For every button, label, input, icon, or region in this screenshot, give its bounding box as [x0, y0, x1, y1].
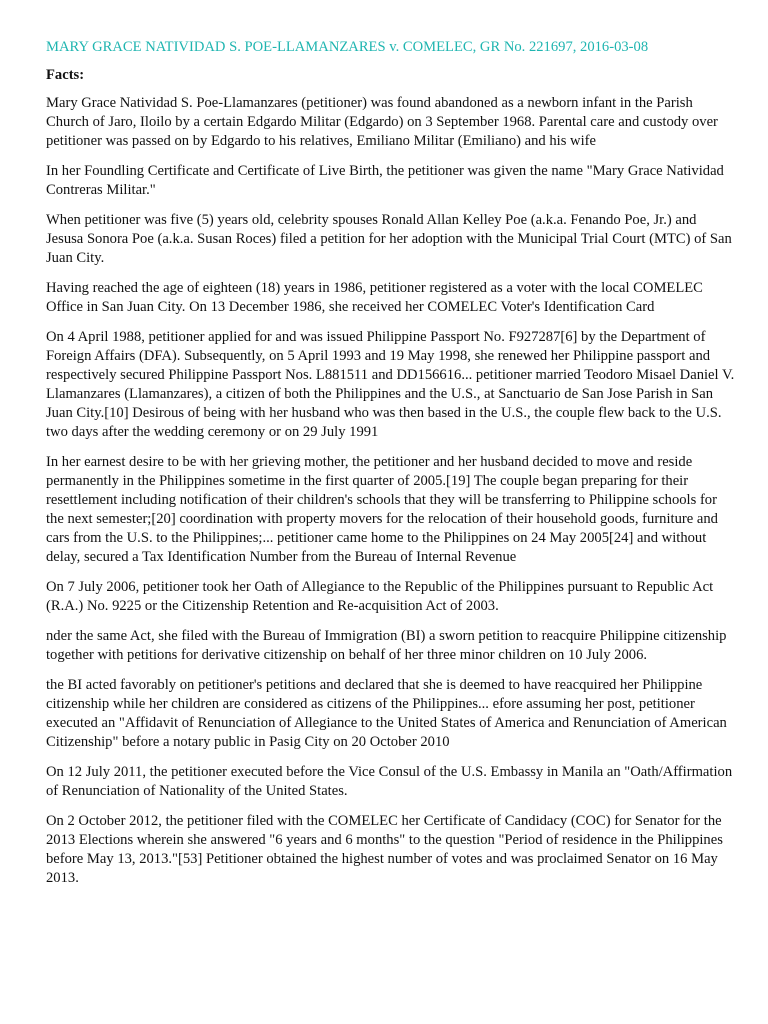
case-title: MARY GRACE NATIVIDAD S. POE-LLAMANZARES v. COMELEC, GR No. 221697, 2016-03-08	[46, 39, 649, 55]
facts-heading: Facts:	[46, 67, 85, 83]
paragraph-candidacy: On 2 October 2012, the petitioner filed with the COMELEC her Certificate of Candidacy (COC) for Senator for the 2013 Elections wherein she answered "6 years and 6 months" to the question "Period of residence in the Philippines before May 13, 2013."[53] Petitioner obtained the highest number of votes and was proclaimed Senator on 16 May 2013.	[46, 813, 723, 886]
paragraph-passport-marriage: On 4 April 1988, petitioner applied for and was issued Philippine Passport No. F927287[6] by the Department of Foreign Affairs (DFA). Subsequently, on 5 April 1993 and 19 May 1998, she renewed her Philippine passport and respectively secured Philippine Passport Nos. L881511 and DD156616... petitioner married Teodoro Misael Daniel V. Llamanzares (Llamanzares), a citizen of both the Philippines and the U.S., at Sanctuario de San Jose Parish in San Juan City.[10] Desirous of being with her husband who was then based in the U.S., the couple flew back to the U.S. two days after the wedding ceremony or on 29 July 1991	[46, 329, 735, 440]
paragraph-voter-registration: Having reached the age of eighteen (18) years in 1986, petitioner registered as a voter with the local COMELEC Office in San Juan City. On 13 December 1986, she received her COMELEC Voter's Identification Card	[46, 280, 703, 315]
paragraph-renunciation-oath: On 12 July 2011, the petitioner executed before the Vice Consul of the U.S. Embassy in Manila an "Oath/Affirmation of Renunciation of Nationality of the United States.	[46, 764, 733, 799]
paragraph-foundling: Mary Grace Natividad S. Poe-Llamanzares (petitioner) was found abandoned as a newborn infant in the Parish Church of Jaro, Iloilo by a certain Edgardo Militar (Edgardo) on 3 September 1968. Parental care and custody over petitioner was passed on by Edgardo to his relatives, Emiliano Militar (Emiliano) and his wife	[46, 95, 718, 149]
paragraph-birth-certificate: In her Foundling Certificate and Certificate of Live Birth, the petitioner was given the name "Mary Grace Natividad Contreras Militar."	[46, 163, 724, 198]
paragraph-oath-allegiance: On 7 July 2006, petitioner took her Oath of Allegiance to the Republic of the Philippines pursuant to Republic Act (R.A.) No. 9225 or the Citizenship Retention and Re-acquisition Act of 2003.	[46, 579, 714, 614]
paragraph-reacquire-petition: nder the same Act, she filed with the Bureau of Immigration (BI) a sworn petition to reacquire Philippine citizenship together with petitions for derivative citizenship on behalf of her three minor children on 10 July 2006.	[46, 628, 727, 663]
paragraph-return-philippines: In her earnest desire to be with her grieving mother, the petitioner and her husband decided to move and reside permanently in the Philippines sometime in the first quarter of 2005.[19] The couple began preparing for their resettlement including notification of their children's schools that they will be transferring to Philippine schools for the next semester;[20] coordination with property movers for the relocation of their household goods, furniture and cars from the U.S. to the Philippines;... petitioner came home to the Philippines on 24 May 2005[24] and without delay, secured a Tax Identification Number from the Bureau of Internal Revenue	[46, 454, 718, 565]
paragraph-bi-approval: the BI acted favorably on petitioner's petitions and declared that she is deemed to have reacquired her Philippine citizenship while her children are considered as citizens of the Philippines... efore assuming her post, petitioner executed an "Affidavit of Renunciation of Allegiance to the United States of America and Renunciation of American Citizenship" before a notary public in Pasig City on 20 October 2010	[46, 677, 727, 750]
document-page	[46, 38, 736, 899]
paragraph-adoption: When petitioner was five (5) years old, celebrity spouses Ronald Allan Kelley Poe (a.k.a. Fenando Poe, Jr.) and Jesusa Sonora Poe (a.k.a. Susan Roces) filed a petition for her adoption with the Municipal Trial Court (MTC) of San Juan City.	[46, 212, 732, 266]
